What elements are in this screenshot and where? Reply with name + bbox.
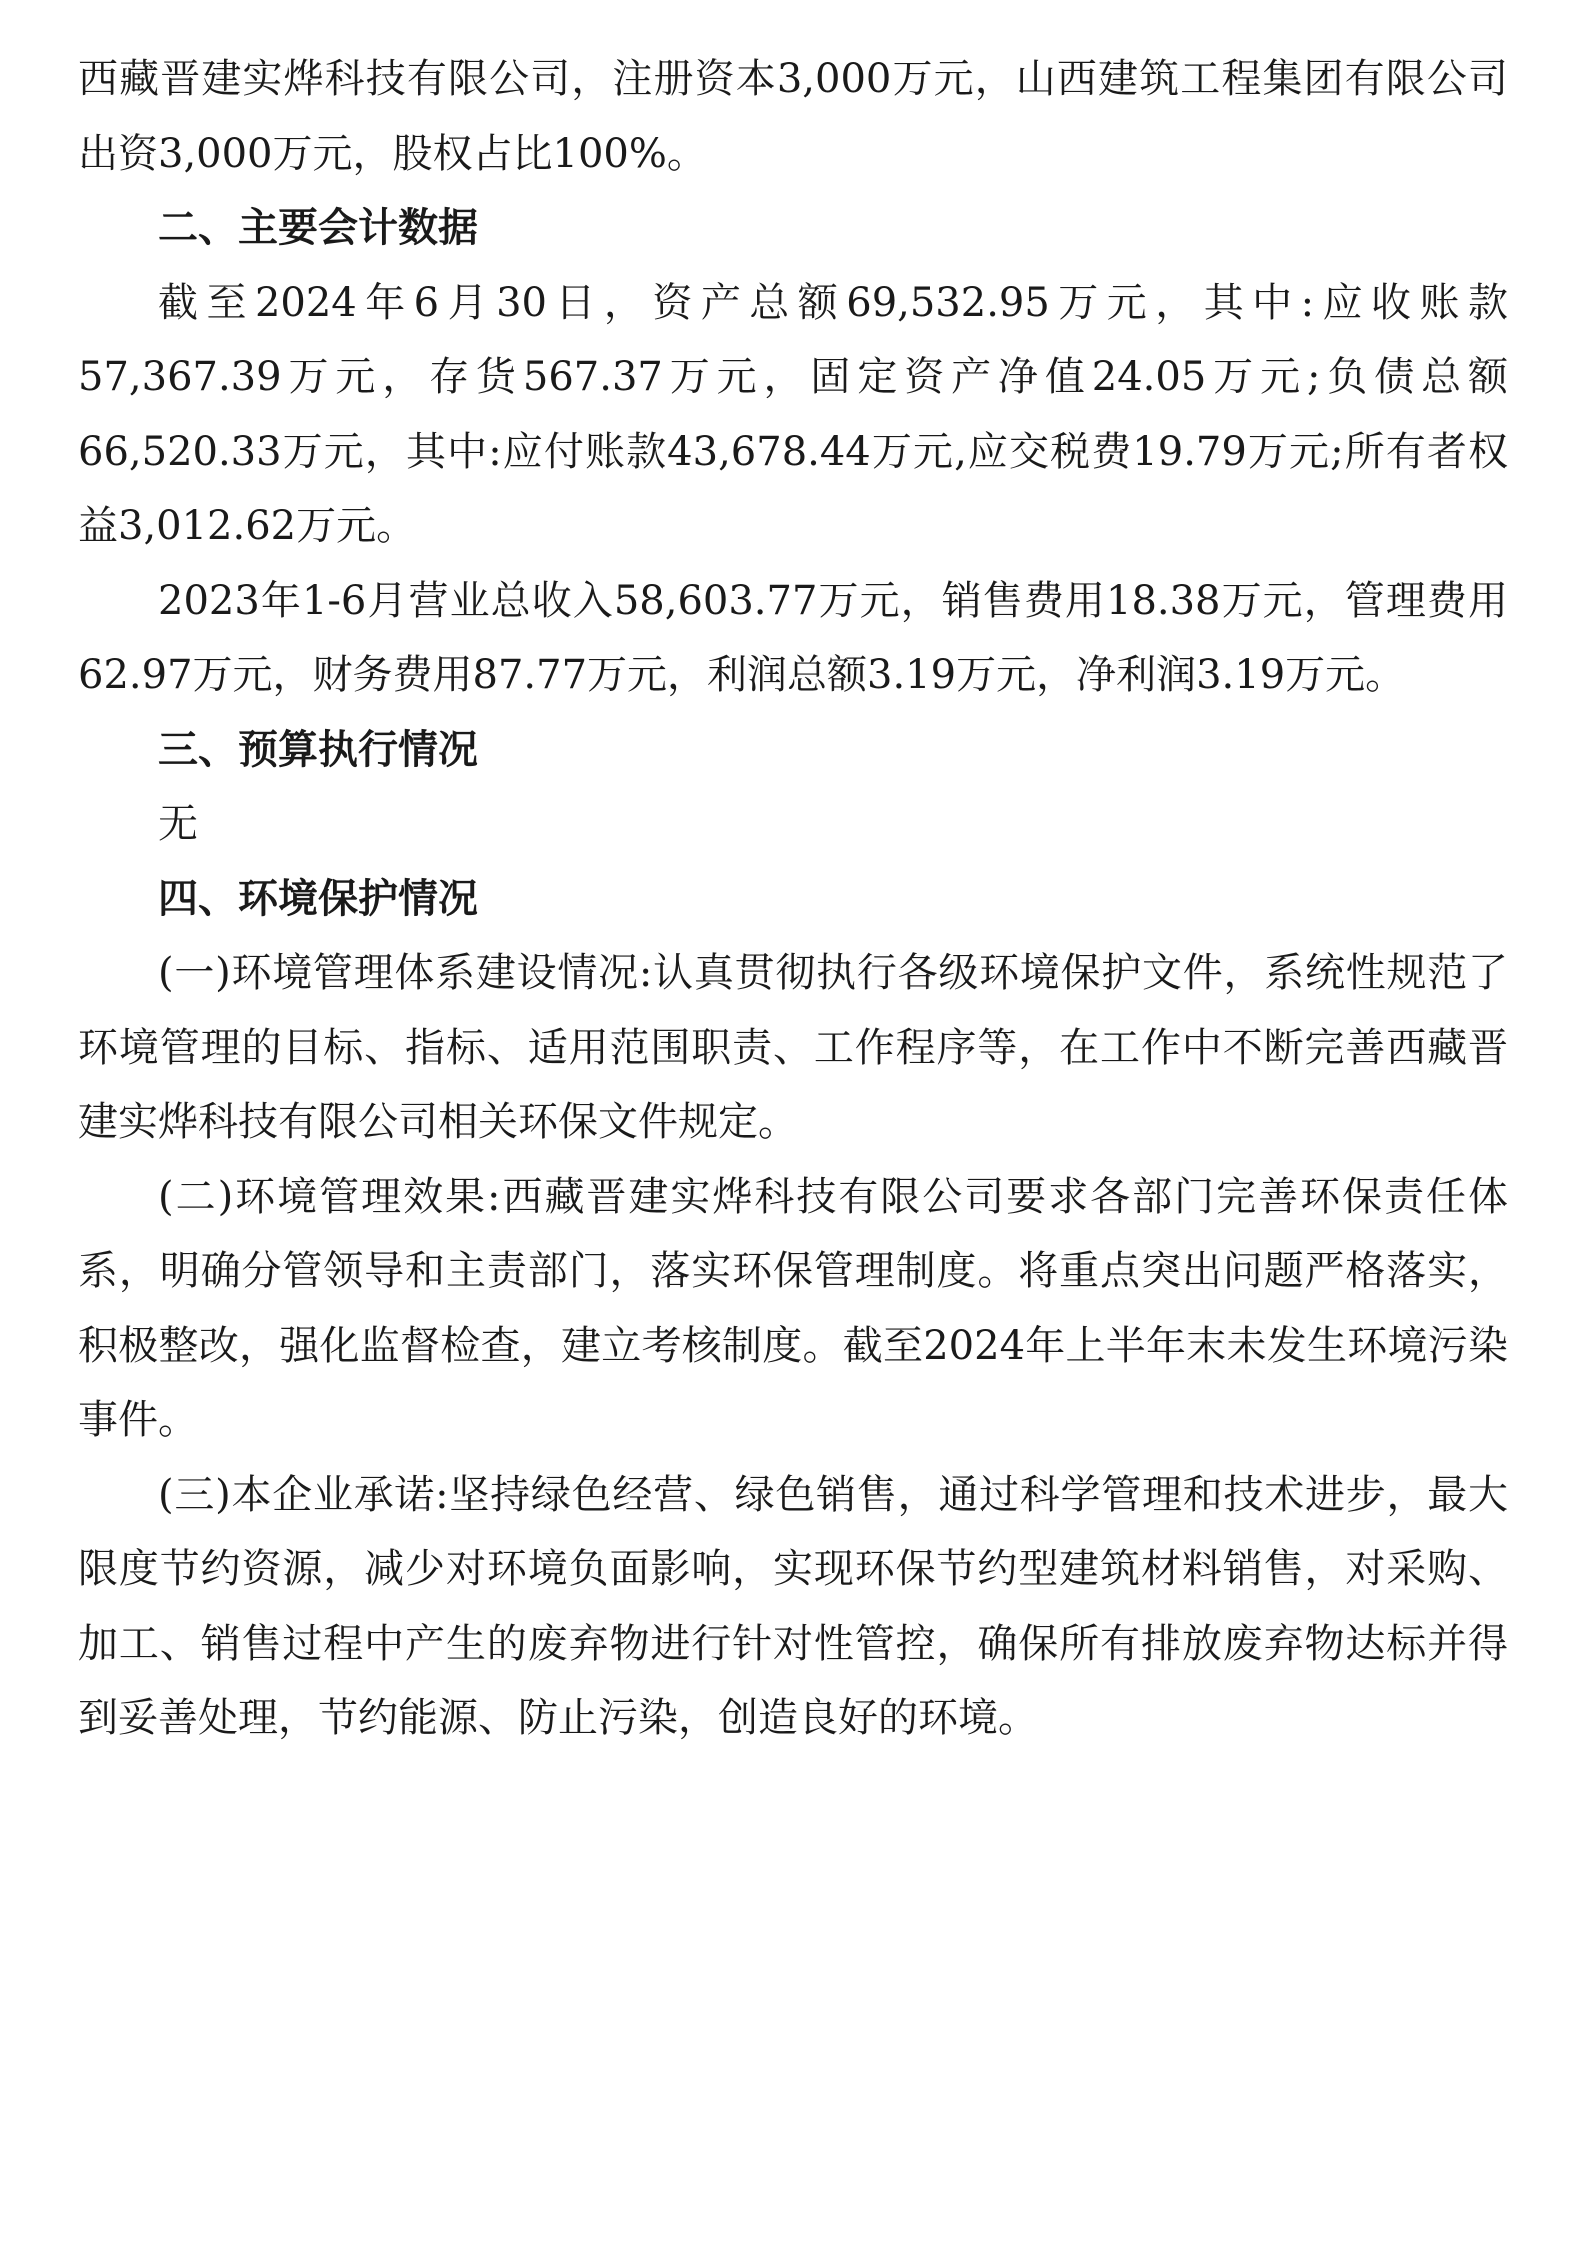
section-heading-accounting-data: 二、主要会计数据 (158, 205, 478, 251)
section-heading-budget-execution: 三、预算执行情况 (158, 726, 478, 773)
section-heading-environmental-protection: 四、环境保护情况 (158, 875, 478, 922)
paragraph-env-management-system: (一)环境管理体系建设情况:认真贯彻执行各级环境保护文件，系统性规范了环境管理的目标、指标、适用范围职责、工作程序等，在工作中不断完善西藏晋建实烨科技有限公司相关环保文件规定。 (78, 950, 1508, 1145)
paragraph-balance-sheet: 截至2024年6月30日，资产总额69,532.95万元，其中:应收账款57,367.39万元，存货567.37万元，固定资产净值24.05万元;负债总额66,520.33万元，其中:应付账款43,678.44万元,应交税费19.79万元;所有者权益3,012.62万元。 (78, 279, 1508, 549)
paragraph-budget-none: 无 (158, 801, 198, 847)
intro-paragraph: 西藏晋建实烨科技有限公司，注册资本3,000万元，山西建筑工程集团有限公司出资3,000万元，股权占比100%。 (78, 56, 1508, 177)
paragraph-env-management-effect: (二)环境管理效果:西藏晋建实烨科技有限公司要求各部门完善环保责任体系，明确分管领导和主责部门，落实环保管理制度。将重点突出问题严格落实，积极整改，强化监督检查，建立考核制度。截至2024年上半年末未发生环境污染事件。 (78, 1173, 1508, 1443)
document-body (78, 42, 1508, 1756)
paragraph-enterprise-commitment: (三)本企业承诺:坚持绿色经营、绿色销售，通过科学管理和技术进步，最大限度节约资源，减少对环境负面影响，实现环保节约型建筑材料销售，对采购、加工、销售过程中产生的废弃物进行针对性管控，确保所有排放废弃物达标并得到妥善处理，节约能源、防止污染，创造良好的环境。 (78, 1471, 1508, 1741)
paragraph-income-statement: 2023年1-6月营业总收入58,603.77万元，销售费用18.38万元，管理费用62.97万元，财务费用87.77万元，利润总额3.19万元，净利润3.19万元。 (78, 577, 1508, 698)
